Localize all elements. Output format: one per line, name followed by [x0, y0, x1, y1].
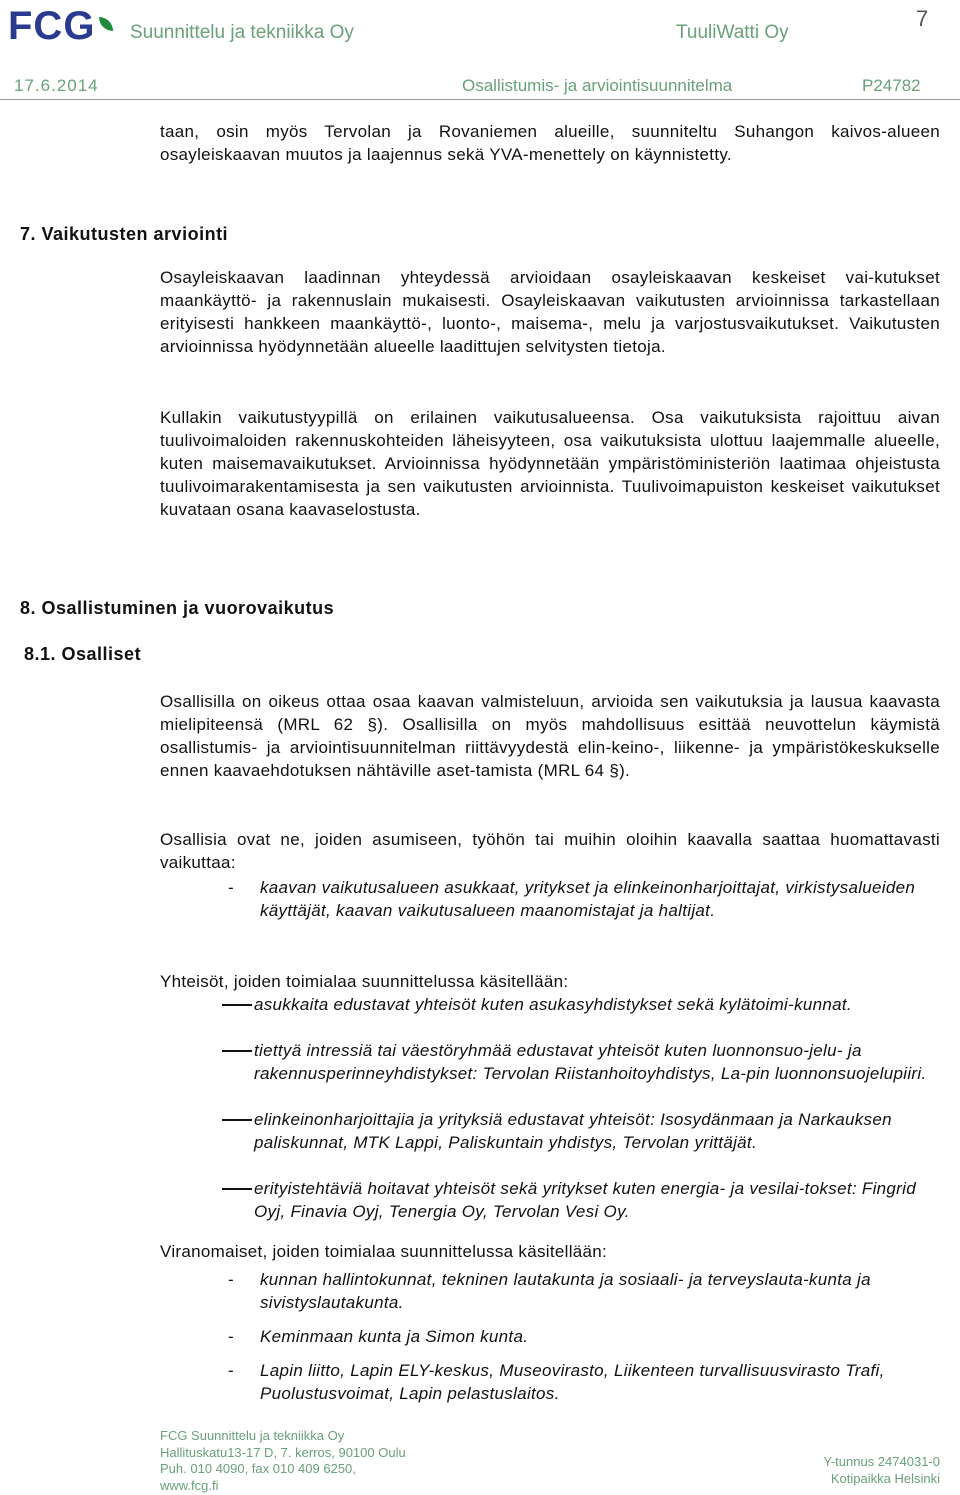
- list-item: kaavan vaikutusalueen asukkaat, yritykset ja elinkeinonharjoittajat, virkistysalueiden käyttäjät, kaavan vaikutusalueen maanomistajat ja haltijat.: [260, 878, 916, 920]
- section-7-paragraph-2: Kullakin vaikutustyypillä on erilainen vaikutusalueensa. Osa vaikutuksista rajoittuu aivan tuulivoimaloiden rakennuskohteiden läheisyyteen, osa vaikutuksista ulottuu laajemmalle alueelle, kuten maisemavaikutukset. Arvioinnissa hyödynnetään ympäristöministeriön laatimaa ohjeistusta tuulivoimarakentamisesta ja sen vaikutusten arvioinnista. Tuulivoimapuiston keskeiset vaikutukset kuvataan osana kaavaselostusta.: [160, 408, 940, 519]
- list-dash: -: [228, 1327, 234, 1346]
- logo-text: FCG: [8, 4, 96, 48]
- header-client: TuuliWatti Oy: [676, 22, 789, 43]
- list-item: asukkaita edustavat yhteisöt kuten asukasyhdistykset sekä kylätoimi-kunnat.: [254, 995, 852, 1014]
- list-dash: [222, 1119, 252, 1121]
- footer-domicile: Kotipaikka Helsinki: [830, 1470, 940, 1486]
- header-document-title: Osallistumis- ja arviointisuunnitelma: [462, 76, 733, 95]
- list-item: tiettyä intressiä tai väestöryhmää edustavat yhteisöt kuten luonnonsuo-jelu- ja rakennusperinneyhdistykset: Tervolan Riistanhoitoyhdistys, La-pin luonnonsuojelupiiri.: [254, 1041, 927, 1083]
- header-date: 17.6.2014: [14, 76, 99, 95]
- header-divider: [0, 99, 960, 100]
- list-dash: [222, 1050, 252, 1052]
- footer-address-block: [160, 1428, 406, 1494]
- section-7-heading: 7. Vaikutusten arviointi: [20, 224, 229, 244]
- section-8-paragraph-1: Osallisilla on oikeus ottaa osaa kaavan valmisteluun, arvioida sen vaikutuksia ja lausua kaavasta mielipiteensä (MRL 62 §). Osallisilla on myös mahdollisuus esittää neuvottelun käymistä osallistumis- ja arviointisuunnitelman riittävyydestä elin-keino-, liikenne- ja ympäristökeskukselle ennen kaavaehdotuksen nähtäville aset-tamista (MRL 64 §).: [160, 692, 940, 780]
- footer-phone: Puh. 010 4090, fax 010 409 6250,: [160, 1461, 356, 1476]
- section-8-paragraph-4: Viranomaiset, joiden toimialaa suunnittelussa käsitellään:: [160, 1242, 608, 1261]
- footer-website-link[interactable]: www.fcg.fi: [160, 1477, 219, 1493]
- section-8-heading: 8. Osallistuminen ja vuorovaikutus: [20, 598, 335, 618]
- list-dash: -: [228, 878, 234, 897]
- list-dash: -: [228, 1270, 234, 1289]
- fcg-logo: [8, 4, 113, 49]
- footer-address: Hallituskatu13-17 D, 7. kerros, 90100 Oulu: [160, 1444, 406, 1460]
- list-dash: -: [228, 1361, 234, 1380]
- page-number: 7: [916, 6, 929, 31]
- section-8-1-heading: 8.1. Osalliset: [24, 644, 142, 664]
- page-header: [0, 0, 960, 100]
- list-item: erityistehtäviä hoitavat yhteisöt sekä yritykset kuten energia- ja vesilai-tokset: Fingrid Oyj, Finavia Oyj, Tenergia Oy, Tervolan Vesi Oy.: [254, 1179, 916, 1221]
- list-item: kunnan hallintokunnat, tekninen lautakunta ja sosiaali- ja terveyslauta-kunta ja sivistyslautakunta.: [260, 1270, 871, 1312]
- list-item: Keminmaan kunta ja Simon kunta.: [260, 1327, 529, 1346]
- list-dash: [222, 1188, 252, 1190]
- section-8-paragraph-3: Yhteisöt, joiden toimialaa suunnittelussa käsitellään:: [160, 972, 569, 991]
- header-company: Suunnittelu ja tekniikka Oy: [130, 22, 354, 43]
- list-item: elinkeinonharjoittajia ja yrityksiä edustavat yhteisöt: Isosydänmaan ja Narkauksen paliskunnat, MTK Lappi, Paliskuntain yhdistys, Tervolan yrittäjät.: [254, 1110, 892, 1152]
- header-project-number: P24782: [862, 76, 921, 95]
- list-item: Lapin liitto, Lapin ELY-keskus, Museovirasto, Liikenteen turvallisuusvirasto Trafi, Puolustusvoimat, Lapin pelastuslaitos.: [260, 1361, 885, 1403]
- footer-registration-block: [823, 1454, 940, 1487]
- section-7-paragraph-1: Osayleiskaavan laadinnan yhteydessä arvioidaan osayleiskaavan keskeiset vai-kutukset maankäyttö- ja rakennuslain mukaisesti. Osayleiskaavan vaikutusten arvioinnissa tarkastellaan erityisesti hankkeen maankäyttö-, luonto-, maisema-, melu ja varjostusvaikutukset. Vaikutusten arvioinnissa hyödynnetään alueelle laadittujen selvitysten tietoja.: [160, 268, 940, 356]
- section-8-paragraph-2: Osallisia ovat ne, joiden asumiseen, työhön tai muihin oloihin kaavalla saattaa huomattavasti vaikuttaa:: [160, 830, 940, 872]
- footer-business-id: Y-tunnus 2474031-0: [823, 1454, 940, 1469]
- list-dash: [222, 1004, 252, 1006]
- intro-paragraph: taan, osin myös Tervolan ja Rovaniemen alueille, suunniteltu Suhangon kaivos-alueen osayleiskaavan muutos ja laajennus sekä YVA-menettely on käynnistetty.: [160, 122, 940, 164]
- leaf-icon: [99, 17, 113, 31]
- footer-company: FCG Suunnittelu ja tekniikka Oy: [160, 1428, 345, 1443]
